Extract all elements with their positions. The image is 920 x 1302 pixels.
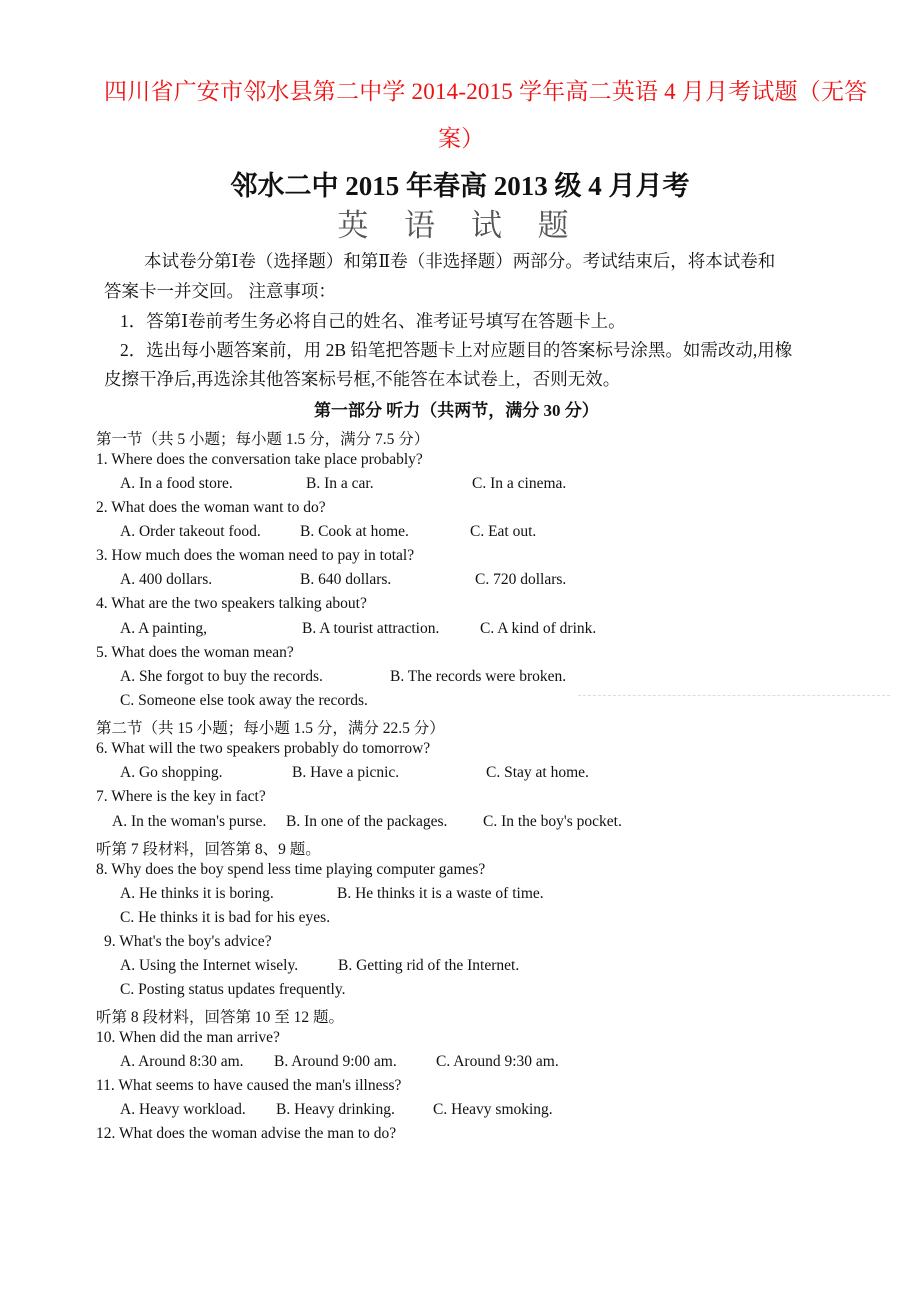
question-1-option-a: A. In a food store.: [120, 475, 233, 492]
question-4: 4. What are the two speakers talking about?: [96, 595, 367, 612]
question-2-option-b: B. Cook at home.: [300, 523, 409, 540]
question-12: 12. What does the woman advise the man to do?: [96, 1125, 397, 1142]
document-title-line1: 四川省广安市邻水县第二中学 2014-2015 学年高二英语 4 月月考试题（无答: [104, 79, 868, 104]
question-7-option-b: B. In one of the packages.: [286, 813, 448, 830]
dashed-divider: [578, 695, 890, 696]
question-4-option-b: B. A tourist attraction.: [302, 620, 440, 637]
question-11: 11. What seems to have caused the man's illness?: [96, 1077, 402, 1094]
question-7-option-a: A. In the woman's purse.: [112, 813, 267, 830]
question-9-option-c: C. Posting status updates frequently.: [120, 981, 346, 998]
question-11-option-c: C. Heavy smoking.: [433, 1101, 553, 1118]
instructions-intro-line2: 答案卡一并交回。 注意事项：: [104, 281, 336, 301]
question-2: 2. What does the woman want to do?: [96, 499, 326, 516]
section1-heading: 第一节（共 5 小题；每小题 1.5 分，满分 7.5 分）: [96, 431, 430, 448]
question-9: 9. What's the boy's advice?: [104, 933, 272, 950]
subject-heading: 英 语 试 题: [337, 208, 583, 243]
part1-heading: 第一部分 听力（共两节，满分 30 分）: [314, 401, 599, 420]
question-1-option-c: C. In a cinema.: [472, 475, 567, 492]
question-5: 5. What does the woman mean?: [96, 644, 294, 661]
section2-heading: 第二节（共 15 小题；每小题 1.5 分，满分 22.5 分）: [96, 720, 445, 737]
question-8: 8. Why does the boy spend less time playing computer games?: [96, 861, 486, 878]
question-8-option-a: A. He thinks it is boring.: [120, 885, 274, 902]
question-5-option-c: C. Someone else took away the records.: [120, 692, 368, 709]
document-title-line2: 案）: [438, 126, 485, 151]
question-1: 1. Where does the conversation take place probably?: [96, 451, 423, 468]
question-9-option-b: B. Getting rid of the Internet.: [338, 957, 520, 974]
exam-heading: 邻水二中 2015 年春高 2013 级 4 月月考: [230, 171, 690, 201]
passage-8-note: 听第 8 段材料，回答第 10 至 12 题。: [96, 1009, 345, 1026]
question-3: 3. How much does the woman need to pay in total?: [96, 547, 415, 564]
instructions-item-2-line1: 2．选出每小题答案前，用 2B 铅笔把答题卡上对应题目的答案标号涂黑。如需改动,用橡: [120, 340, 793, 360]
passage-7-note: 听第 7 段材料，回答第 8、9 题。: [96, 841, 321, 858]
question-4-option-a: A. A painting,: [120, 620, 207, 637]
question-6-option-c: C. Stay at home.: [486, 764, 589, 781]
question-11-option-a: A. Heavy workload.: [120, 1101, 246, 1118]
question-8-option-b: B. He thinks it is a waste of time.: [337, 885, 544, 902]
instructions-intro-line1: 本试卷分第Ⅰ卷（选择题）和第Ⅱ卷（非选择题）两部分。考试结束后，将本试卷和: [144, 251, 776, 271]
instructions-item-2-line2: 皮擦干净后,再选涂其他答案标号框,不能答在本试卷上，否则无效。: [104, 369, 621, 389]
question-10-option-b: B. Around 9:00 am.: [274, 1053, 397, 1070]
question-3-option-b: B. 640 dollars.: [300, 571, 392, 588]
question-10-option-a: A. Around 8:30 am.: [120, 1053, 244, 1070]
question-3-option-a: A. 400 dollars.: [120, 571, 213, 588]
instructions-item-1: 1．答第Ⅰ卷前考生务必将自己的姓名、准考证号填写在答题卡上。: [120, 311, 626, 331]
question-5-option-b: B. The records were broken.: [390, 668, 567, 685]
question-8-option-c: C. He thinks it is bad for his eyes.: [120, 909, 331, 926]
question-1-option-b: B. In a car.: [306, 475, 374, 492]
question-3-option-c: C. 720 dollars.: [475, 571, 567, 588]
question-6-option-a: A. Go shopping.: [120, 764, 223, 781]
question-10: 10. When did the man arrive?: [96, 1029, 280, 1046]
question-7: 7. Where is the key in fact?: [96, 788, 266, 805]
question-2-option-c: C. Eat out.: [470, 523, 537, 540]
question-6: 6. What will the two speakers probably do tomorrow?: [96, 740, 431, 757]
question-6-option-b: B. Have a picnic.: [292, 764, 400, 781]
question-9-option-a: A. Using the Internet wisely.: [120, 957, 299, 974]
question-2-option-a: A. Order takeout food.: [120, 523, 261, 540]
question-11-option-b: B. Heavy drinking.: [276, 1101, 395, 1118]
question-10-option-c: C. Around 9:30 am.: [436, 1053, 559, 1070]
question-7-option-c: C. In the boy's pocket.: [483, 813, 622, 830]
question-5-option-a: A. She forgot to buy the records.: [120, 668, 323, 685]
question-4-option-c: C. A kind of drink.: [480, 620, 597, 637]
